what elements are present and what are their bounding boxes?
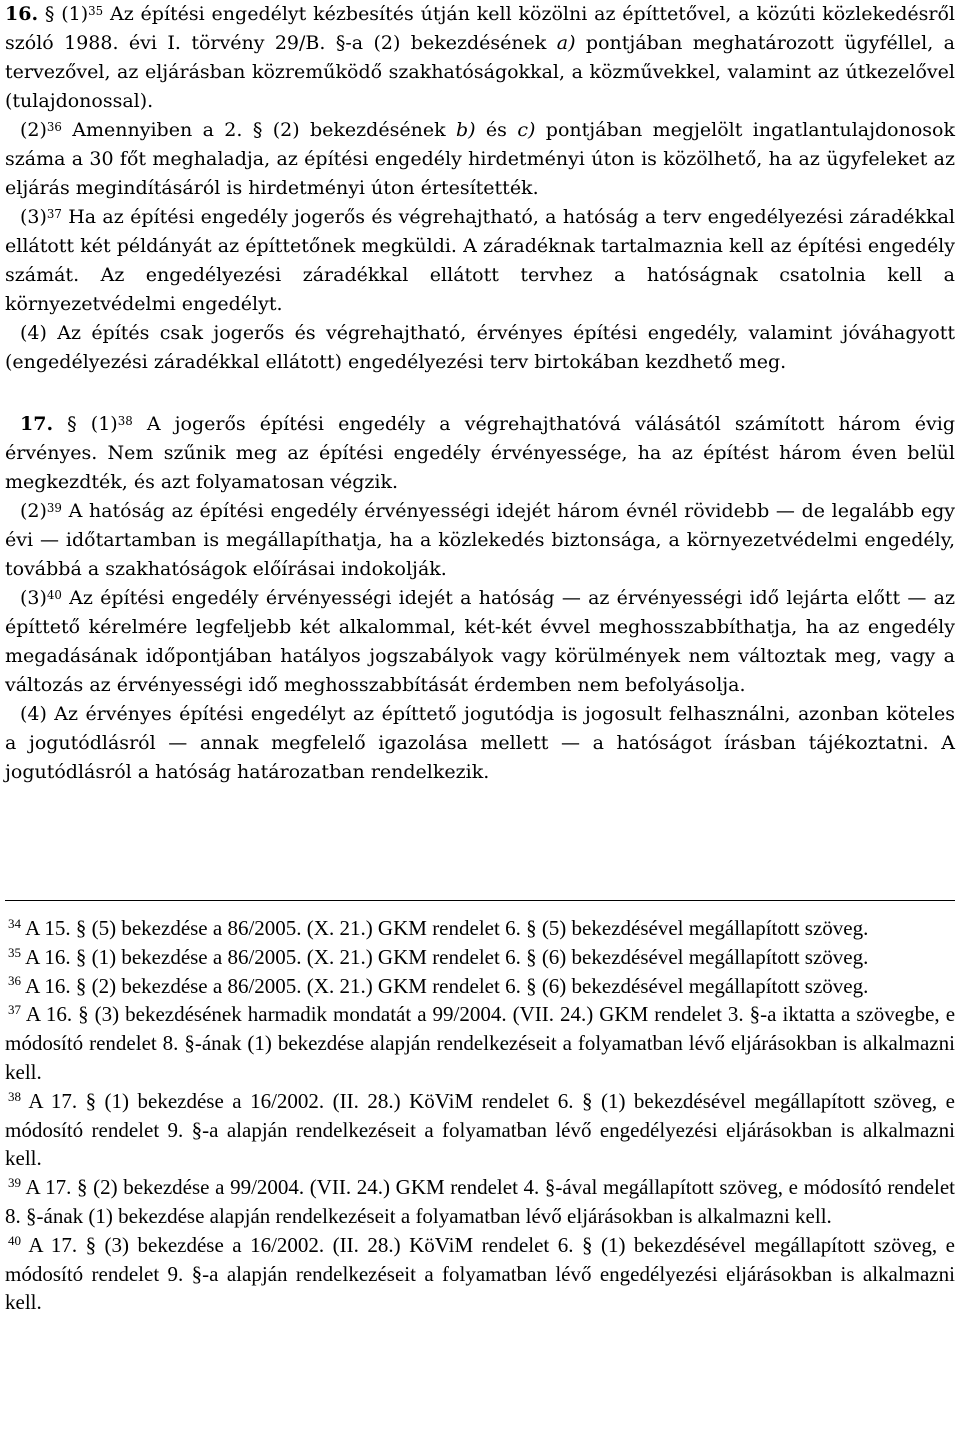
footnote-text: A 17. § (1) bekezdése a 16/2002. (II. 28.) KöViM rendelet 6. § (1) bekezdésével megállapított szöveg, e módosító rendelet 9. §-a alapján rendelkezéseit a folyamatban lévő engedélyezési eljárásokban is alkalmazni kell. bbox=[5, 1088, 955, 1171]
footnote bbox=[5, 1231, 955, 1317]
paragraph-text: (4) Az érvényes építési engedélyt az építtető jogutódja is jogosult felhasználni, azonban köteles a jogutódlásról — annak megfelelő igazolása mellett — a hatóságot írásban tájékoztatni. A jogutódlásról a hatóság határozatban rendelkezik. bbox=[5, 703, 955, 783]
paragraph-text: § (1) bbox=[38, 3, 89, 25]
section-number: 16. bbox=[5, 3, 39, 25]
footnote bbox=[5, 943, 955, 972]
footnote-ref: 35 bbox=[88, 4, 104, 19]
footnote bbox=[5, 1087, 955, 1173]
footnote-ref: 36 bbox=[46, 120, 62, 135]
footnote-text: A 15. § (5) bekezdése a 86/2005. (X. 21.) GKM rendelet 6. § (5) bekezdésével megállapított szöveg. bbox=[25, 916, 869, 940]
paragraph-text: Amennyiben a 2. § (2) bekezdésének bbox=[61, 119, 456, 141]
footnote-number: 37 bbox=[8, 1002, 22, 1018]
paragraph-text: pontjában megjelölt ingatlantulajdonosok száma a 30 főt meghaladja, az építési engedély hirdetményi úton is közölhető, ha az ügyfeleket az eljárás megindításáról is hirdetményi úton értesítették. bbox=[5, 119, 955, 199]
footnote bbox=[5, 1173, 955, 1231]
paragraph bbox=[5, 203, 955, 319]
paragraph-text: (2) bbox=[20, 500, 47, 522]
footnote-number: 38 bbox=[8, 1088, 22, 1104]
footnote bbox=[5, 1000, 955, 1086]
main-text bbox=[5, 0, 955, 787]
footnote-ref: 39 bbox=[46, 501, 62, 516]
paragraph-text: Ha az építési engedély jogerős és végrehajtható, a hatóság a terv engedélyezési záradékkal ellátott két példányát az építtetőnek megküldi. A záradéknak tartalmaznia kell az építési engedély számát. Az engedélyezési záradékkal ellátott tervhez a hatóságnak csatolnia kell a környezetvédelmi engedélyt. bbox=[5, 206, 955, 315]
paragraph bbox=[5, 410, 955, 497]
paragraph bbox=[5, 0, 955, 116]
paragraph-text: (3) bbox=[20, 587, 47, 609]
footnote-text: A 17. § (2) bekezdése a 99/2004. (VII. 24.) GKM rendelet 4. §-ával megállapított szöveg, e módosító rendelet 8. §-ának (1) bekezdése alapján rendelkezéseit a folyamatban lévő eljárásokban is alkalmazni kell. bbox=[5, 1175, 955, 1228]
paragraph bbox=[5, 497, 955, 584]
footnotes bbox=[5, 914, 955, 1317]
paragraph bbox=[5, 319, 955, 377]
paragraph-text: (4) Az építés csak jogerős és végrehajtható, érvényes építési engedély, valamint jóváhagyott (engedélyezési záradékkal ellátott) engedélyezési terv birtokában kezdhető meg. bbox=[5, 322, 955, 373]
paragraph-text: Az építési engedélyt kézbesítés útján kell közölni az építtetővel, a közúti közlekedésről szóló 1988. évi I. törvény 29/B. §-a (2) bekezdésének bbox=[5, 3, 955, 54]
paragraph bbox=[5, 700, 955, 787]
paragraph bbox=[5, 584, 955, 700]
paragraph-text: § (1) bbox=[53, 413, 118, 435]
footnote-number: 36 bbox=[8, 973, 22, 989]
footnote bbox=[5, 914, 955, 943]
paragraph-text: A jogerős építési engedély a végrehajthatóvá válásától számított három évig érvényes. Nem szűnik meg az építési engedély érvényessége, ha az építést három éven belül megkezdték, és azt folyamatosan végzik. bbox=[5, 413, 955, 493]
footnote-text: A 16. § (1) bekezdése a 86/2005. (X. 21.) GKM rendelet 6. § (6) bekezdésével megállapított szöveg. bbox=[25, 944, 869, 969]
paragraph-text: (3) bbox=[20, 206, 47, 228]
paragraph-text: pontjában meghatározott ügyféllel, a tervezővel, az eljárásban közreműködő szakhatóságokkal, a közművekkel, valamint az útkezelővel (tulajdonossal). bbox=[5, 32, 955, 112]
paragraph-text: és bbox=[475, 119, 518, 141]
paragraph-text: A hatóság az építési engedély érvényességi idejét három évnél rövidebb — de legalább egy évi — időtartamban is megállapíthatja, ha a közlekedés biztonsága, a környezetvédelmi engedély, továbbá a szakhatóságok előírásai indokolják. bbox=[5, 500, 955, 580]
footnote-number: 39 bbox=[8, 1175, 22, 1191]
point-letter: b) bbox=[455, 119, 476, 141]
section-16 bbox=[5, 0, 955, 377]
section-17 bbox=[5, 410, 955, 787]
footnote-separator bbox=[5, 900, 955, 901]
paragraph bbox=[5, 116, 955, 203]
point-letter: a) bbox=[556, 32, 576, 54]
footnote bbox=[5, 972, 955, 1001]
point-letter: c) bbox=[517, 119, 536, 141]
footnote-number: 40 bbox=[8, 1232, 22, 1248]
paragraph-text: Az építési engedély érvényességi idejét a hatóság — az érvényességi idő lejárta előtt — az építtető kérelmére legfeljebb két alkalommal, két-két évvel meghosszabbíthatja, ha az engedély megadásának időpontjában hatályos jogszabályok vagy körülmények nem változtak meg, vagy a változás az érvényességi idő meghosszabbítását érdemben nem befolyásolja. bbox=[5, 587, 955, 696]
footnote-ref: 37 bbox=[46, 207, 62, 222]
section-number: 17. bbox=[20, 413, 54, 435]
footnote-ref: 38 bbox=[117, 414, 133, 429]
footnote-number: 35 bbox=[8, 944, 22, 960]
footnote-text: A 17. § (3) bekezdése a 16/2002. (II. 28.) KöViM rendelet 6. § (1) bekezdésével megállapított szöveg, e módosító rendelet 9. §-a alapján rendelkezéseit a folyamatban lévő engedélyezési eljárásokban is alkalmazni kell. bbox=[5, 1232, 955, 1315]
footnote-text: A 16. § (2) bekezdése a 86/2005. (X. 21.) GKM rendelet 6. § (6) bekezdésével megállapított szöveg. bbox=[25, 973, 869, 998]
footnote-text: A 16. § (3) bekezdésének harmadik mondatát a 99/2004. (VII. 24.) GKM rendelet 3. §-a iktatta a szövegbe, e módosító rendelet 8. §-ának (1) bekezdése alapján rendelkezéseit a folyamatban lévő eljárásokban is alkalmazni kell. bbox=[5, 1002, 956, 1084]
paragraph-text: (2) bbox=[20, 119, 47, 141]
footnote-number: 34 bbox=[8, 915, 22, 931]
footnote-ref: 40 bbox=[46, 588, 62, 603]
